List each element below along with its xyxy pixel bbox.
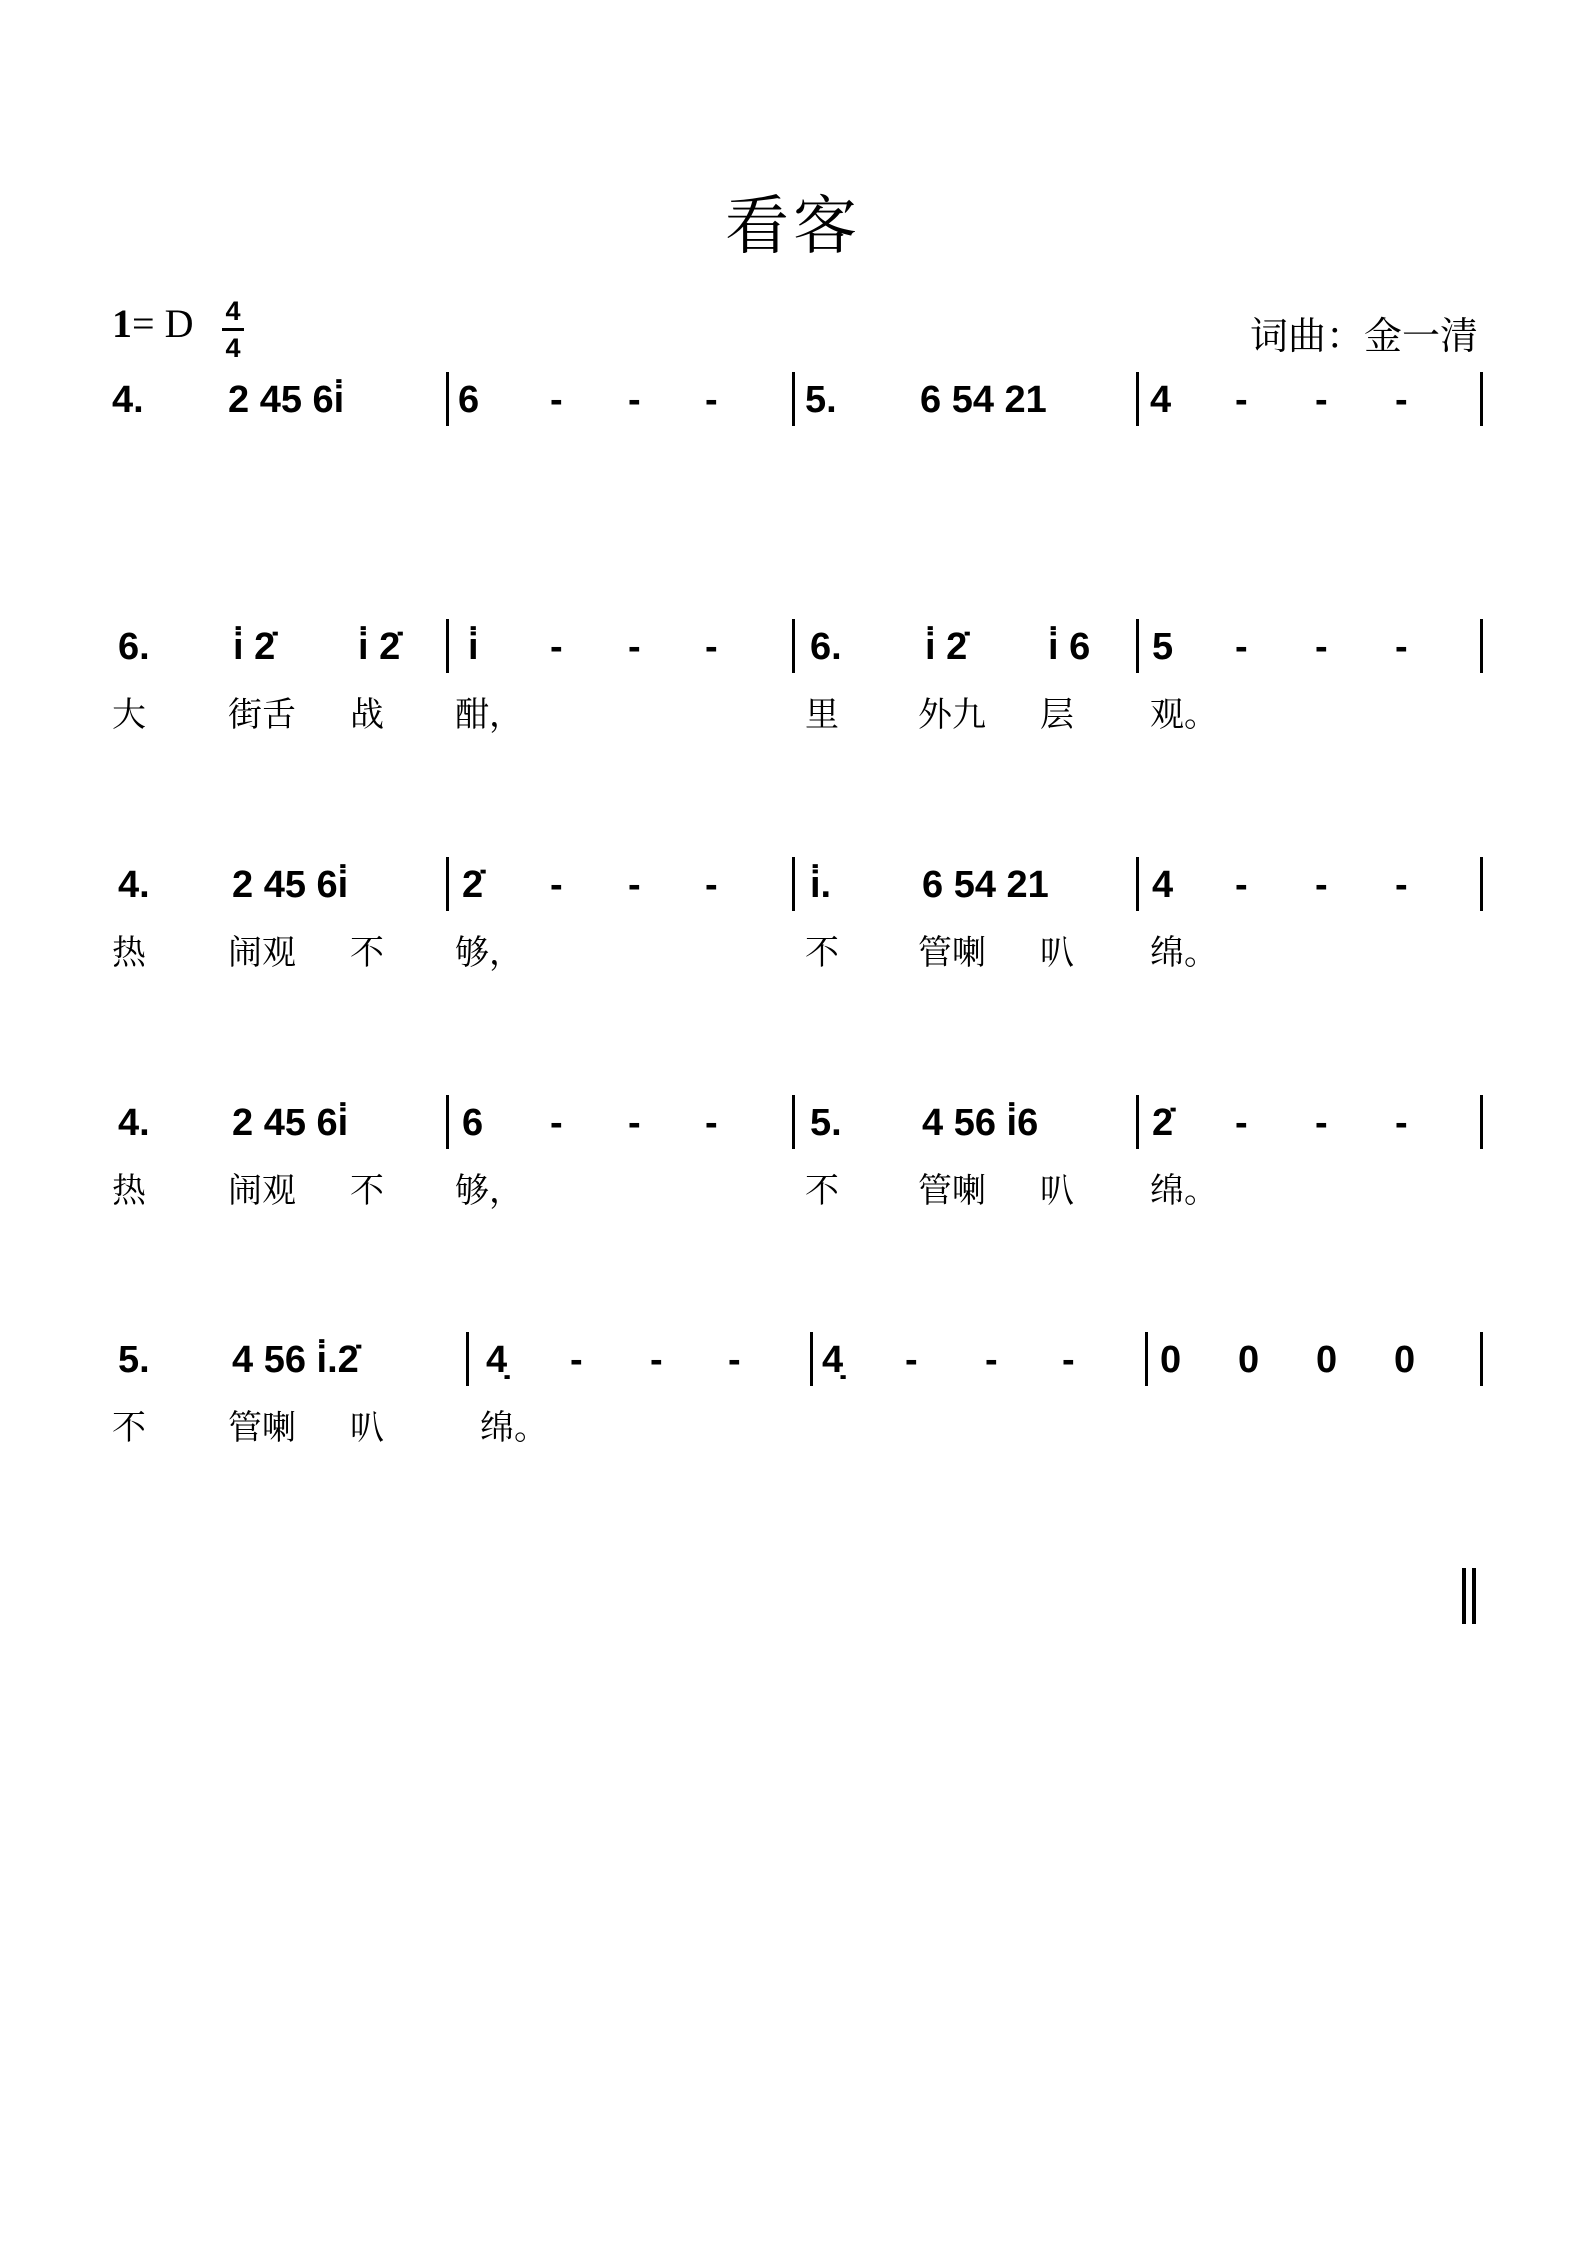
lyric: 绵。: [1150, 1171, 1218, 1211]
note-group: -: [550, 864, 563, 906]
note-group: 2 45 6i̇: [232, 864, 349, 906]
final-barline: [1462, 1568, 1476, 1624]
lyric: 叭: [1040, 1171, 1074, 1211]
barline: [1136, 619, 1139, 673]
barline: [792, 1095, 795, 1149]
note-group: 4.: [118, 1102, 150, 1144]
lyric: 叭: [350, 1408, 384, 1448]
note-group: 4.: [112, 379, 144, 421]
time-numerator: 4: [225, 296, 241, 326]
barline: [446, 857, 449, 911]
note-group: -: [628, 864, 641, 906]
lyric: 热: [112, 1171, 146, 1211]
lyric: 街舌: [228, 695, 296, 735]
lyric: 战: [350, 695, 384, 735]
note-group: -: [1395, 379, 1408, 421]
lyric: 够，: [455, 1171, 523, 1211]
note-group: 2̇: [462, 864, 484, 906]
note-group: 0: [1394, 1339, 1416, 1381]
barline: [1136, 857, 1139, 911]
stave-3: [0, 860, 1586, 1000]
barline: [446, 1095, 449, 1149]
note-group: 4: [1150, 379, 1172, 421]
note-group: -: [550, 626, 563, 668]
lyric: 绵。: [480, 1408, 548, 1448]
note-group: 6 54 21: [922, 864, 1049, 906]
key-equals: =: [132, 301, 155, 346]
lyric: 叭: [1040, 933, 1074, 973]
barline: [1480, 857, 1483, 911]
note-group: 6 54 21: [920, 379, 1047, 421]
note-group: -: [705, 379, 718, 421]
lyric: 不: [350, 933, 384, 973]
key-tonic: 1: [112, 301, 132, 346]
note-group: -: [1235, 864, 1248, 906]
key-name: D: [164, 301, 194, 346]
note-group: -: [705, 1102, 718, 1144]
lyric: 不: [350, 1171, 384, 1211]
note-group: -: [1315, 626, 1328, 668]
barline: [466, 1332, 469, 1386]
stave-2: [0, 622, 1586, 762]
barline: [1480, 1095, 1483, 1149]
lyric: 不: [805, 1171, 839, 1211]
lyric: 闹观: [228, 1171, 296, 1211]
note-group: 5.: [810, 1102, 842, 1144]
time-divider: [222, 328, 244, 331]
stave-1: [0, 375, 1586, 515]
stave-5: [0, 1335, 1586, 1475]
lyric: 外九: [918, 695, 986, 735]
note-group: 2̇: [1152, 1102, 1174, 1144]
note-group: i̇ 2̇: [233, 626, 276, 668]
barline: [1136, 372, 1139, 426]
time-denominator: 4: [225, 333, 241, 363]
barline: [1480, 1332, 1483, 1386]
note-group: 4 56 i̇6: [922, 1102, 1039, 1144]
note-group: -: [985, 1339, 998, 1381]
note-group: 4 56 i̇.2̇: [232, 1339, 359, 1381]
note-group: -: [628, 626, 641, 668]
note-group: i̇ 2̇: [925, 626, 968, 668]
note-group: 5: [1152, 626, 1174, 668]
note-group: -: [1235, 626, 1248, 668]
note-group: -: [1235, 379, 1248, 421]
note-group: -: [705, 626, 718, 668]
note-group: 5.: [805, 379, 837, 421]
note-group: -: [1062, 1339, 1075, 1381]
lyric: 里: [805, 695, 839, 735]
note-group: 4̣: [486, 1339, 508, 1381]
note-group: -: [550, 379, 563, 421]
lyric: 不: [805, 933, 839, 973]
note-group: -: [1315, 1102, 1328, 1144]
note-group: -: [1315, 864, 1328, 906]
note-group: -: [570, 1339, 583, 1381]
lyric: 管喇: [918, 933, 986, 973]
note-group: 0: [1316, 1339, 1338, 1381]
barline: [1145, 1332, 1148, 1386]
note-group: -: [1395, 1102, 1408, 1144]
note-group: i̇ 6: [1048, 626, 1091, 668]
note-group: 4̣: [822, 1339, 844, 1381]
barline: [810, 1332, 813, 1386]
note-group: -: [728, 1339, 741, 1381]
lyric: 层: [1040, 695, 1074, 735]
barline: [1480, 372, 1483, 426]
barline: [446, 619, 449, 673]
note-group: 2 45 6i̇: [232, 1102, 349, 1144]
note-group: 6.: [810, 626, 842, 668]
note-group: -: [1395, 626, 1408, 668]
note-group: 0: [1238, 1339, 1260, 1381]
lyric: 管喇: [918, 1171, 986, 1211]
lyric: 够，: [455, 933, 523, 973]
note-group: 6: [462, 1102, 484, 1144]
lyric: 热: [112, 933, 146, 973]
lyric: 观。: [1150, 695, 1218, 735]
note-group: i̇.: [810, 864, 832, 906]
note-group: -: [905, 1339, 918, 1381]
final-barline-left: [1462, 1568, 1466, 1624]
key-signature: [112, 300, 193, 347]
note-group: -: [550, 1102, 563, 1144]
note-group: i̇ 2̇: [358, 626, 401, 668]
lyric: 管喇: [228, 1408, 296, 1448]
barline: [446, 372, 449, 426]
credits: 词曲：金一清: [1249, 314, 1478, 358]
final-barline-right: [1472, 1568, 1476, 1624]
note-group: i̇: [468, 626, 479, 668]
note-group: -: [650, 1339, 663, 1381]
barline: [792, 857, 795, 911]
lyric: 大: [112, 695, 146, 735]
lyric: 不: [112, 1408, 146, 1448]
note-group: -: [705, 864, 718, 906]
barline: [1480, 619, 1483, 673]
note-group: -: [628, 1102, 641, 1144]
lyric: 绵。: [1150, 933, 1218, 973]
note-group: -: [1315, 379, 1328, 421]
note-group: 5.: [118, 1339, 150, 1381]
note-group: 6: [458, 379, 480, 421]
lyric: 闹观: [228, 933, 296, 973]
note-group: 6.: [118, 626, 150, 668]
note-group: 0: [1160, 1339, 1182, 1381]
note-group: -: [1395, 864, 1408, 906]
note-group: -: [1235, 1102, 1248, 1144]
lyric: 酣，: [455, 695, 523, 735]
barline: [792, 619, 795, 673]
note-group: 4: [1152, 864, 1174, 906]
stave-4: [0, 1098, 1586, 1238]
note-group: 4.: [118, 864, 150, 906]
barline: [792, 372, 795, 426]
time-signature: [222, 296, 244, 363]
note-group: -: [628, 379, 641, 421]
barline: [1136, 1095, 1139, 1149]
note-group: 2 45 6i̇: [228, 379, 345, 421]
song-title: 看客: [725, 190, 861, 264]
